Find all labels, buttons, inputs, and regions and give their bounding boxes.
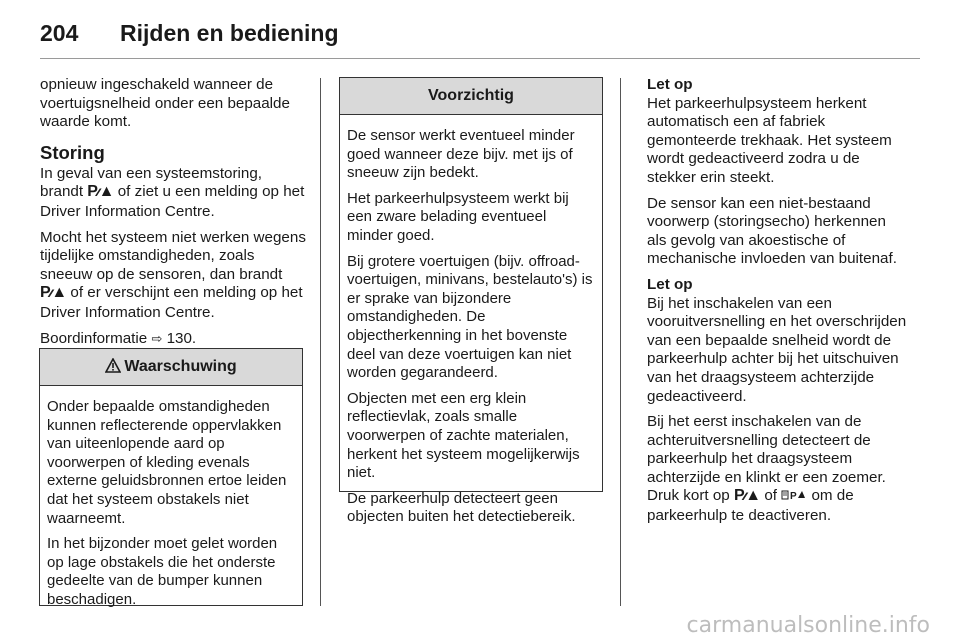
page-number: 204 bbox=[40, 20, 79, 46]
warning-box bbox=[39, 348, 303, 606]
caution-paragraph-3: Bij grotere voertuigen (bijv. offroad-voertuigen, minivans, bestelauto's) is er sprake van bijzondere omstandigheden. De objectherkenning in het bovenste deel van deze voertuigen kan niet worden gegarandeerd. bbox=[347, 252, 593, 382]
caution-box bbox=[339, 77, 603, 526]
warning-paragraph-2: In het bijzonder moet gelet worden op lage obstakels die het onderste gedeelte van de bumper kunnen beschadigen. bbox=[47, 535, 278, 608]
column-divider-left bbox=[320, 78, 321, 606]
caution-paragraph-2: Het parkeerhulpsysteem werkt bij een zware belading eventueel minder goed. bbox=[347, 189, 569, 244]
park-assist-icon: P⁄⁄▲ bbox=[733, 487, 761, 505]
page-header bbox=[40, 14, 920, 54]
paragraph-reference: Boordinformatie ⇨ 130. bbox=[40, 329, 197, 347]
note-2-paragraph-1: Bij het inschakelen van een vooruitversnelling en het overschrijden van een bepaalde snelheid wordt de parkeerhulp achter bij het uitschuiven van het draagsysteem achterzijde gedeactiveerd. bbox=[647, 294, 907, 405]
caution-title: Voorzichtig bbox=[340, 78, 602, 115]
paragraph-continuation: opnieuw ingeschakeld wanneer de voertuigsnelheid onder een bepaalde waarde komt. bbox=[40, 76, 290, 131]
watermark: carmanualsonline.info bbox=[686, 613, 930, 638]
warning-triangle-icon bbox=[105, 358, 121, 373]
note-heading-2: Let op bbox=[647, 275, 693, 293]
reference-link[interactable]: 130. bbox=[166, 329, 197, 347]
svg-text:P: P bbox=[790, 491, 797, 502]
column-divider-right bbox=[620, 78, 621, 606]
section-heading-storing: Storing bbox=[40, 141, 105, 163]
note-heading-1: Let op bbox=[647, 76, 693, 93]
warning-body bbox=[40, 386, 302, 623]
caution-body bbox=[340, 115, 602, 540]
caution-paragraph-1: De sensor werkt eventueel minder goed wanneer deze bijv. met ijs of sneeuw zijn bedekt. bbox=[347, 127, 575, 182]
paragraph-storing: In geval van een systeemstoring, brandt P⁄⁄▲ of ziet u een melding op het Driver Information Centre. bbox=[40, 164, 305, 220]
note-2-paragraph-2: Bij het eerst inschakelen van de achteruitversnelling detecteert de parkeerhulp het draagsysteem achterzijde en klinkt er een zoemer. Druk kort op P⁄⁄▲ of P om de parkeerhulp te deactiveren. bbox=[647, 413, 886, 525]
caution-paragraph-4: Objecten met een erg klein reflectievlak, zoals smalle voorwerpen of zachte materialen, herkent het systeem mogelijkerwijs niet. bbox=[347, 389, 580, 482]
paragraph-temporary: Mocht het systeem niet werken wegens tijdelijke omstandigheden, zoals sneeuw op de sensoren, dan brandt P⁄⁄▲ of er verschijnt een melding op het Driver Information Centre. bbox=[40, 228, 306, 321]
reference-arrow-icon: ⇨ bbox=[151, 330, 163, 346]
warning-title: Waarschuwing bbox=[40, 349, 302, 386]
park-assist-icon: P⁄⁄▲ bbox=[87, 183, 114, 201]
rear-carrier-icon bbox=[781, 488, 807, 501]
note-1-paragraph-1: Het parkeerhulpsysteem herkent automatisch een af fabriek gemonteerde trekhaak. Het systeem wordt gedeactiveerd zodra u de stekker erin steekt. bbox=[647, 94, 892, 186]
park-assist-icon: P⁄⁄▲ bbox=[40, 284, 67, 302]
caution-paragraph-5: De parkeerhulp detecteert geen objecten buiten het detectiebereik. bbox=[347, 489, 576, 526]
note-1-paragraph-2: De sensor kan een niet-bestaand voorwerp (storingsecho) herkennen als gevolg van akoestische of mechanische invloeden van buitenaf. bbox=[647, 194, 897, 268]
column-1 bbox=[40, 76, 308, 355]
warning-paragraph-1: Onder bepaalde omstandigheden kunnen reflecterende oppervlakken van uiteenlopende aard op voorwerpen of kleding evenals externe geluidsbronnen ertoe leiden dat het systeem obstakels niet waarneemt. bbox=[47, 398, 287, 527]
header-rule bbox=[40, 58, 920, 59]
chapter-title: Rijden en bediening bbox=[120, 20, 339, 46]
column-3 bbox=[647, 76, 909, 533]
